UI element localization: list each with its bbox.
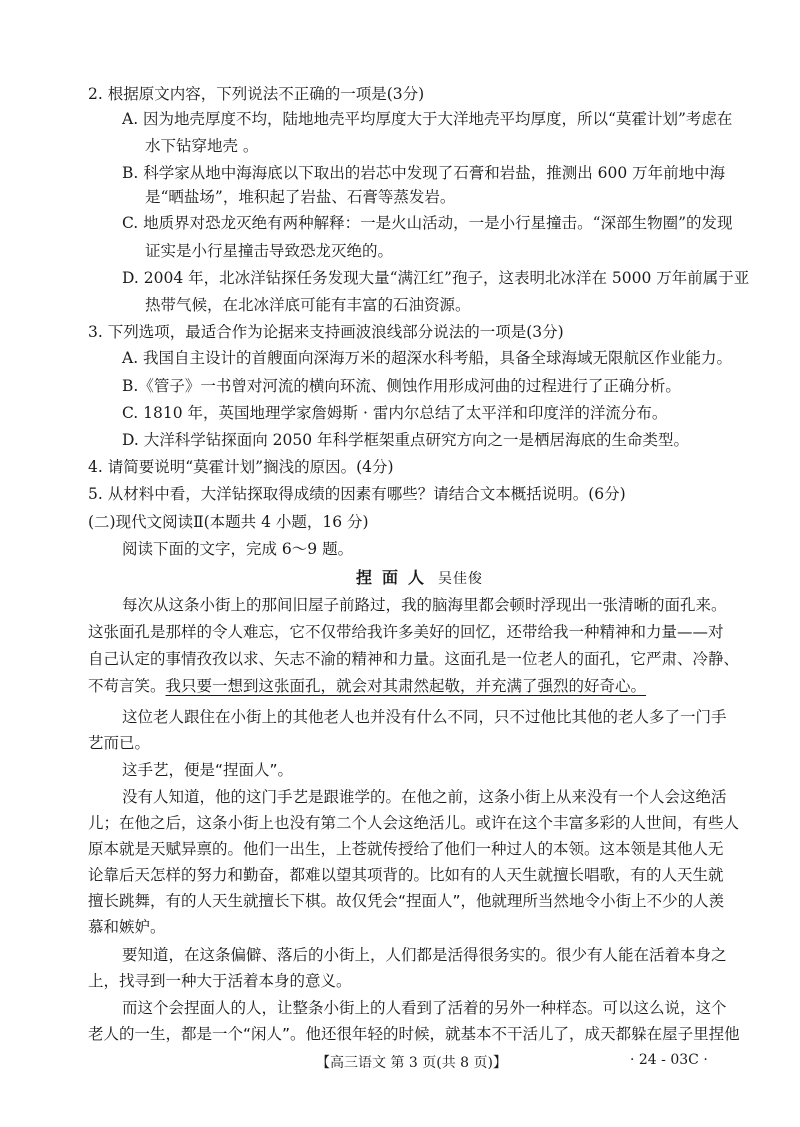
story-p4-line3: 原本就是天赋异禀的。他们一出生，上苍就传授给了他们一种过人的本领。这本领是其他人无	[88, 840, 724, 858]
q3-option-c: C. 1810 年，英国地理学家詹姆斯 · 雷内尔总结了太平洋和印度洋的洋流分布。	[122, 404, 668, 422]
story-underlined-sentence: 我只要一想到这张面孔，就会对其肃然起敬，并充满了强烈的好奇心。	[165, 677, 647, 695]
story-p5-line2: 上，找寻到一种大于活着本身的意义。	[88, 972, 352, 990]
page-footer-code: · 24 - 03C ·	[630, 1052, 708, 1068]
story-p1-line4-text: 不苟言笑。	[88, 677, 166, 695]
q4-stem: 4. 请简要说明“莫霍计划”搁浅的原因。(4分)	[88, 458, 394, 476]
story-p4-line6: 慕和嫉妒。	[88, 918, 166, 936]
page-footer-center: 【高三语文 第 3 页(共 8 页)】	[316, 1055, 507, 1071]
story-author: 吴佳俊	[438, 571, 484, 587]
story-p4-line2: 儿；在他之后，这条小街上也没有第二个人会这绝活儿。或许在这个丰富多彩的人世间，有些人	[88, 814, 740, 832]
q2-option-b-cont: 是“晒盐场”，堆积起了岩盐、石膏等蒸发岩。	[145, 188, 456, 206]
story-p2-line1: 这位老人跟住在小街上的其他老人也并没有什么不同，只不过他比其他的老人多了一门手	[122, 708, 727, 726]
story-p6-line2: 老人的一生，都是一个“闲人”。他还很年轻的时候，就基本不干活儿了，成天都躲在屋子里捏他	[88, 1025, 740, 1043]
q2-stem: 2. 根据原文内容，下列说法不正确的一项是(3分)	[88, 85, 425, 103]
story-p1-line1: 每次从这条小街上的那间旧屋子前路过，我的脑海里都会顿时浮现出一张清晰的面孔来。	[122, 596, 727, 614]
section-heading: (二)现代文阅读Ⅱ(本题共 4 小题，16 分)	[88, 513, 369, 531]
q3-option-d: D. 大洋科学钻探面向 2050 年科学框架重点研究方向之一是栖居海底的生命类型。	[122, 431, 690, 449]
story-p1-line2: 这张面孔是那样的令人难忘，它不仅带给我许多美好的回忆，还带给我一种精神和力量——对	[88, 623, 724, 641]
q3-option-a: A. 我国自主设计的首艘面向深海万米的超深水科考船，具备全球海域无限航区作业能力。	[122, 349, 733, 367]
story-p2-line2: 艺而已。	[88, 734, 151, 752]
q2-option-c-cont: 证实是小行星撞击导致恐龙灭绝的。	[145, 242, 394, 260]
q3-stem: 3. 下列选项，最适合作为论据来支持画波浪线部分说法的一项是(3分)	[88, 323, 564, 341]
story-p4-line4: 论靠后天怎样的努力和勤奋，都难以望其项背的。比如有的人天生就擅长唱歌，有的人天生就	[88, 866, 724, 884]
story-title: 捏面人	[356, 568, 435, 587]
q2-option-a: A. 因为地壳厚度不均，陆地地壳平均厚度大于大洋地壳平均厚度，所以“莫霍计划”考虑在	[122, 110, 733, 128]
story-p1-line4	[88, 674, 646, 698]
story-p4-line1: 没有人知道，他的这门手艺是跟谁学的。在他之前，这条小街上从来没有一个人会这绝活	[122, 788, 727, 806]
story-p5-line1: 要知道，在这条偏僻、落后的小街上，人们都是活得很务实的。很少有人能在活着本身之	[122, 946, 727, 964]
story-title-line	[356, 566, 483, 591]
q5-stem: 5. 从材料中看，大洋钻探取得成绩的因素有哪些？请结合文本概括说明。(6分)	[88, 485, 626, 503]
q2-option-a-cont: 水下钻穿地壳 。	[145, 137, 259, 155]
q2-option-d: D. 2004 年，北冰洋钻探任务发现大量“满江红”孢子，这表明北冰洋在 5000 万年前属于亚	[122, 269, 750, 287]
story-p6-line1: 而这个会捏面人的人，让整条小街上的人看到了活着的另外一种样态。可以这么说，这个	[122, 999, 727, 1017]
q2-option-b: B. 科学家从地中海海底以下取出的岩芯中发现了石膏和岩盐，推测出 600 万年前地中海	[122, 164, 726, 182]
reading-instruction: 阅读下面的文字，完成 6～9 题。	[122, 540, 354, 558]
story-p1-line3: 自己认定的事情孜孜以求、矢志不渝的精神和力量。这面孔是一位老人的面孔，它严肃、冷静、	[88, 650, 740, 668]
story-p4-line5: 擅长跳舞，有的人天生就擅长下棋。故仅凭会“捏面人”，他就理所当然地令小街上不少的人羡	[88, 892, 725, 910]
q2-option-c: C. 地质界对恐龙灭绝有两种解释：一是火山活动，一是小行星撞击。“深部生物圈”的发现	[122, 214, 733, 232]
story-p3: 这手艺，便是“捏面人”。	[122, 761, 294, 779]
q2-option-d-cont: 热带气候，在北冰洋底可能有丰富的石油资源。	[145, 296, 471, 314]
q3-option-b: B.《管子》一书曾对河流的横向环流、侧蚀作用形成河曲的过程进行了正确分析。	[122, 377, 681, 395]
